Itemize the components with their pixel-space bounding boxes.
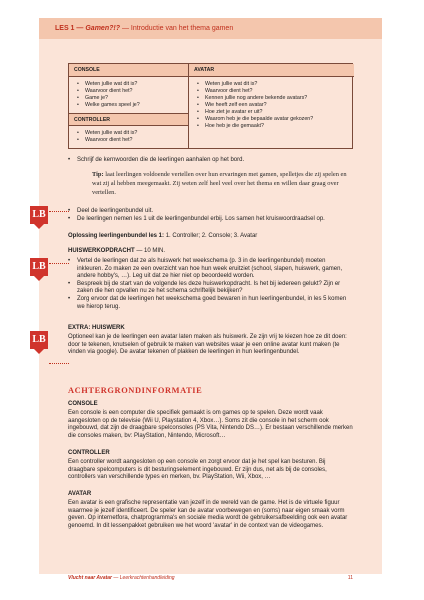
console-questions (69, 77, 188, 113)
list-item: • Weten jullie wat dit is? (205, 81, 349, 88)
list-item: • Deel de leerlingenbundel uit. (77, 208, 353, 216)
avatar-paragraph: Een avatar is een grafische representatie van jezelf in de wereld van de game. Het is de virtuele figuur waarmee je jezelf identificeert. De speler kan de avatar voorbewegen en (soms) naar eigen smaak vorm geven. Op internetfora, chatprogramma's en sociale media wordt de gebruikersafbeelding ook een avatar genoemd. In dit lessenpakket gebruiken we het woord 'avatar' in de context van de videogames. (68, 500, 348, 529)
extra-paragraph: Optioneel kan je de leerlingen een avatar laten maken als huiswerk. Ze zijn vrij te kiezen hoe ze dit doen: door te tekenen, knutselen of gebruik te maken van websites waar je een online avatar kunt maken (te vinden via google). De avatar tekenen of plakken de leerlingen in hun leerlingenbundel. (68, 334, 347, 356)
avatar-header: AVATAR (189, 64, 354, 77)
avatar-questions (189, 77, 354, 134)
table-right-column (189, 64, 354, 148)
tip-text: laat leerlingen voldoende vertellen over hun ervaringen met gamen, spelletjes die zij spelen en wat zij al hebben meegemaakt. Zij weten zelf heel veel over het thema en willen daar graag over vertellen. (92, 171, 347, 196)
console-paragraph: Een console is een computer die specifiek gemaakt is om games op te spelen. Deze wordt vaak aangesloten op de televisie (Wii U, Playstation 4, Xbox…). Soms zit die console in het scherm ook ingebouwd, dat zijn de draagbare spelconsoles (PS Vita, Nintendo DS…). Er bestaan verschillende merken die consoles maken, bv: PlayStation, Nintendo, Microsoft… (68, 410, 353, 439)
huiswerk-label: HUISWERKOPDRACHT (68, 248, 135, 254)
lb-badge: LB (30, 206, 48, 224)
controller-header: CONTROLLER (69, 113, 188, 126)
bullet-list-1 (77, 157, 353, 165)
lesson-title-rest: — Introductie van het thema gamen (121, 25, 234, 32)
list-item: • Waarom heb je die bepaalde avatar gekozen? (205, 116, 349, 123)
question-table (68, 63, 353, 149)
console-header: CONSOLE (69, 64, 188, 77)
avatar-subheading: AVATAR (68, 491, 92, 497)
lesson-header (39, 18, 382, 39)
oplossing-text: 1. Controller; 2. Console; 3. Avatar (165, 233, 258, 239)
list-item: • Game je? (85, 95, 183, 102)
lb-connector (49, 263, 69, 264)
list-item: • Bespreek bij de start van de volgende les deze huiswerkopdracht. Is het bij iedereen gelukt? Zijn er zaken die hen opvallen nu ze het schema schriftelijk bekijken? (77, 281, 353, 296)
list-item: • Weten jullie wat dit is? (85, 130, 183, 137)
huiswerk-time: — 10 MIN. (136, 248, 166, 254)
lesson-title-emphasis: Gamen?!? (85, 25, 120, 32)
oplossing-label: Oplossing leerlingenbundel les 1: (68, 233, 165, 239)
list-item: • Waarvoor dient het? (85, 88, 183, 95)
footer-subtitle: — Leerkrachtenhandleiding (113, 575, 175, 581)
lb-badge: LB (30, 258, 48, 276)
lesson-title (85, 25, 233, 32)
list-item: • Vertel de leerlingen dat ze als huiswerk het weekschema (p. 3 in de leerlingenbundel) moeten inkleuren. Zo maken ze een overzicht van hoe hun week eruitziet (school, slapen, huiswerk, gamen, andere hobby's, …). Leg uit dat ze hier niet op beoordeeld worden. (77, 258, 353, 281)
list-item: • Kennen jullie nog andere bekende avatars? (205, 95, 349, 102)
page-number: 11 (347, 575, 353, 581)
list-item: • Welke games speel je? (85, 102, 183, 109)
bullet-list-2 (77, 208, 353, 223)
page-footer (68, 575, 353, 581)
list-item: • Waarvoor dient het? (85, 137, 183, 144)
list-item: • Zorg ervoor dat de leerlingen het weekschema goed bewaren in hun leerlingenbundel, in les 5 komen we hierop terug. (77, 296, 353, 311)
list-item: • De leerlingen nemen les 1 uit de leerlingenbundel erbij. Los samen het kruiswoordraadsel op. (77, 216, 353, 224)
list-item: • Weten jullie wat dit is? (85, 81, 183, 88)
list-item: • Schrijf de kernwoorden die de leerlingen aanhalen op het bord. (77, 157, 353, 165)
extra-heading: EXTRA: HUISWERK (68, 325, 125, 331)
list-item: • Waarvoor dient het? (205, 88, 349, 95)
controller-paragraph: Een controller wordt aangesloten op een console en zorgt ervoor dat je het spel kan besturen. Bij draagbare spelcomputers is dit besturingselement ingebouwd. Er zijn dus, net als bij de consoles, controllers van verschillende types en merken, bv. PlayStation, Wii, Xbox, … (68, 459, 327, 481)
lb-connector (49, 211, 69, 212)
section-title: ACHTERGRONDINFORMATIE (68, 386, 203, 395)
lb-connector (49, 363, 69, 364)
huiswerk-heading (68, 248, 353, 256)
huiswerk-list (77, 258, 353, 311)
footer-book-title: Vlucht naar Avatar (68, 575, 112, 581)
list-item: • Hoe ziet je avatar er uit? (205, 109, 349, 116)
list-item: • Wie heeft zelf een avatar? (205, 102, 349, 109)
oplossing-line (68, 233, 353, 241)
lb-badge: LB (30, 331, 48, 349)
controller-subheading: CONTROLLER (68, 450, 110, 456)
tip-label: Tip: (92, 171, 104, 178)
tip-paragraph (92, 171, 353, 197)
table-left-column (69, 64, 189, 148)
console-subheading: CONSOLE (68, 401, 98, 407)
lesson-number: LES 1 — (55, 25, 84, 32)
controller-questions (69, 126, 188, 148)
list-item: • Hoe heb je die gemaakt? (205, 123, 349, 130)
